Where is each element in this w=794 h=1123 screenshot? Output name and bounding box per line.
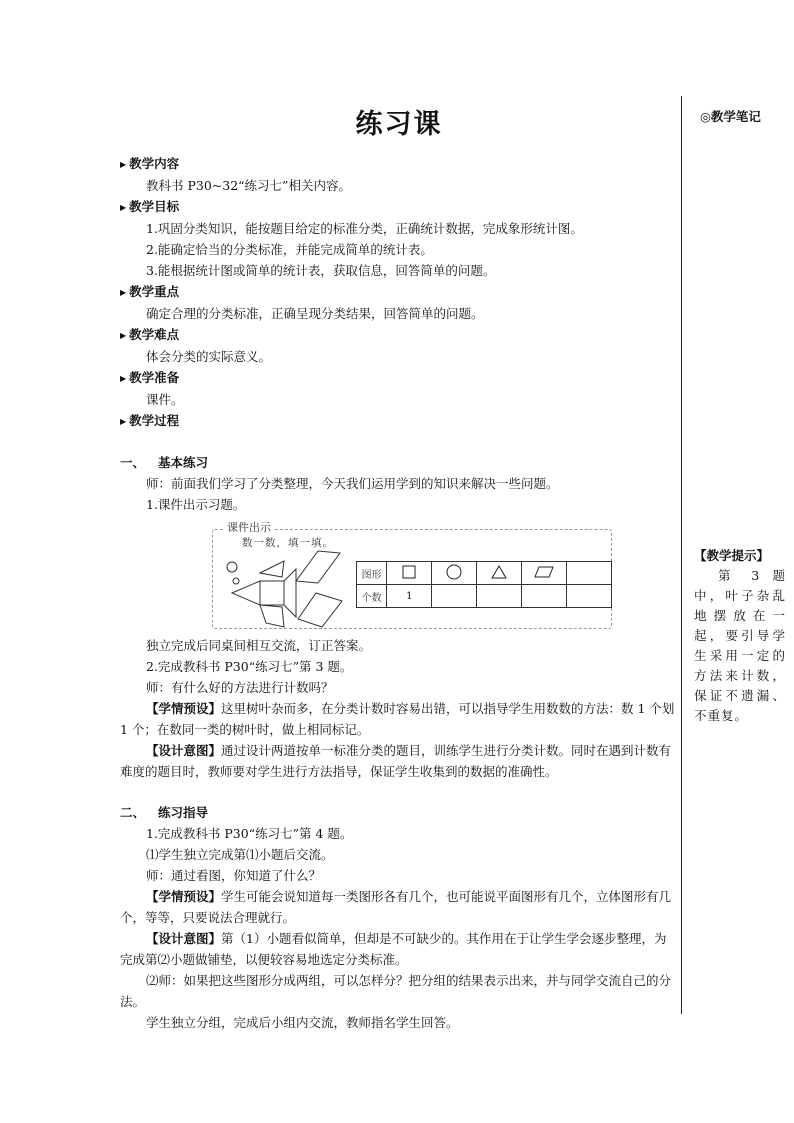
- section-text: 教科书 P30~32“练习七”相关内容。: [146, 178, 351, 193]
- paragraph-preset: 【学情预设】这里树叶杂而多，在分类计数时容易出错，可以指导学生用数数的方法：数 1 个划 1 个；在数同一类的树叶时，做上相同标记。: [120, 701, 675, 737]
- page-title: 练习课: [355, 109, 443, 140]
- small-circle-icon: [227, 562, 237, 572]
- hint-text: 第 3 题中，叶子杂乱地摆放在一起，要引导学生采用一定的方法来计数，保证不遗漏、不重复。: [694, 568, 786, 723]
- paragraph-intent: 【设计意图】第（1）小题看似简单，但却是不可缺少的。其作用在于让学生学会逐步整理，为完成第⑵小题做铺垫，以便较容易地选定分类标准。: [120, 931, 667, 967]
- margin-divider: [681, 96, 682, 1014]
- shape-count-table: [356, 561, 612, 608]
- body-square-icon: [260, 581, 284, 605]
- triangle-icon: [477, 562, 522, 585]
- paragraph-intent: 【设计意图】通过设计两道按单一标准分类的题目，训练学生进行分类计数。同时在遇到计数有难度的题目时，教师要对学生进行方法指导，保证学生收集到的数据的准确性。: [120, 743, 672, 779]
- triangle-bullet-icon: ▶: [120, 331, 127, 340]
- section-text: 体会分类的实际意义。: [146, 349, 272, 364]
- paragraph: 师：通过看图，你知道了什么？: [146, 868, 322, 883]
- triangle-bullet-icon: ▶: [120, 417, 127, 426]
- section-heading-content: ▶ 教学内容: [120, 156, 180, 171]
- paragraph: 学生独立分组，完成后小组内交流，教师指名学生回答。: [146, 1015, 459, 1030]
- paragraph: ⑴学生独立完成第⑴小题后交流。: [146, 847, 334, 862]
- paragraph-preset: 【学情预设】学生可能会说知道每一类图形各有几个，也可能说平面图形有几个，立体图形有几个，等等，只要说法合理就行。: [120, 889, 672, 925]
- teaching-hint: [694, 546, 786, 726]
- lesson-plan: [120, 96, 678, 1033]
- part1-heading: 一、 基本练习: [120, 455, 209, 470]
- parallelogram-shape-icon: [296, 551, 340, 583]
- teaching-notes-header: ◎教学笔记: [700, 109, 761, 124]
- paragraph: 独立完成后同桌间相互交流，订正答案。: [146, 638, 372, 653]
- parallelogram-shape-icon: [298, 593, 342, 627]
- triangle-bullet-icon: ▶: [120, 160, 127, 169]
- section-text: 课件。: [146, 392, 184, 407]
- count-cell: [522, 585, 567, 608]
- section-text: 确定合理的分类标准，正确呈现分类结果，回答简单的问题。: [146, 306, 484, 321]
- courseware-figure: [212, 519, 612, 629]
- section-heading-goals: ▶ 教学目标: [120, 199, 180, 214]
- hint-title: 【教学提示】: [694, 548, 770, 563]
- paragraph: 师：有什么好的方法进行计数吗？: [146, 680, 334, 695]
- count-cell: 1: [387, 585, 432, 608]
- tiny-circle-icon: [233, 578, 239, 584]
- bottom-shape-icon: [260, 605, 284, 627]
- paragraph: 1.完成教科书 P30“练习七”第 4 题。: [146, 826, 353, 841]
- paragraph: 1.课件出示习题。: [146, 497, 246, 512]
- tail-shape-icon: [284, 569, 296, 617]
- row-label-count: 个数: [357, 585, 387, 608]
- figure-label: 课件出示: [224, 519, 274, 535]
- paragraph: ⑵师：如果把这些图形分成两组，可以怎样分？把分组的结果表示出来，并与同学交流自己的分法。: [120, 973, 672, 1009]
- figure-subtitle: 数一数，填一填。: [242, 537, 334, 549]
- section-heading-process: ▶ 教学过程: [120, 413, 180, 428]
- circle-icon: [432, 562, 477, 585]
- square-icon: [387, 562, 432, 585]
- top-triangle-icon: [260, 561, 284, 577]
- count-cell: [477, 585, 522, 608]
- paragraph: 师：前面我们学习了分类整理，今天我们运用学到的知识来解决一些问题。: [146, 476, 559, 491]
- triangle-bullet-icon: ▶: [120, 288, 127, 297]
- parallelogram-icon: [522, 562, 567, 585]
- section-heading-key-points: ▶ 教学重点: [120, 284, 180, 299]
- section-heading-preparation: ▶ 教学准备: [120, 370, 180, 385]
- section-text: 1.巩固分类知识，能按题目给定的标准分类，正确统计数据，完成象形统计图。: [146, 221, 583, 236]
- part2-heading: 二、 练习指导: [120, 805, 209, 820]
- rocket-shapes-illustration: [222, 543, 352, 629]
- triangle-bullet-icon: ▶: [120, 374, 127, 383]
- section-heading-difficulty: ▶ 教学难点: [120, 327, 180, 342]
- nose-triangle-icon: [232, 581, 260, 605]
- section-text: 3.能根据统计图或简单的统计表，获取信息，回答简单的问题。: [146, 263, 496, 278]
- section-text: 2.能确定恰当的分类标准，并能完成简单的统计表。: [146, 242, 433, 257]
- triangle-bullet-icon: ▶: [120, 203, 127, 212]
- count-cell: [432, 585, 477, 608]
- paragraph: 2.完成教科书 P30“练习七”第 3 题。: [146, 659, 353, 674]
- row-label-shape: 图形: [357, 562, 387, 585]
